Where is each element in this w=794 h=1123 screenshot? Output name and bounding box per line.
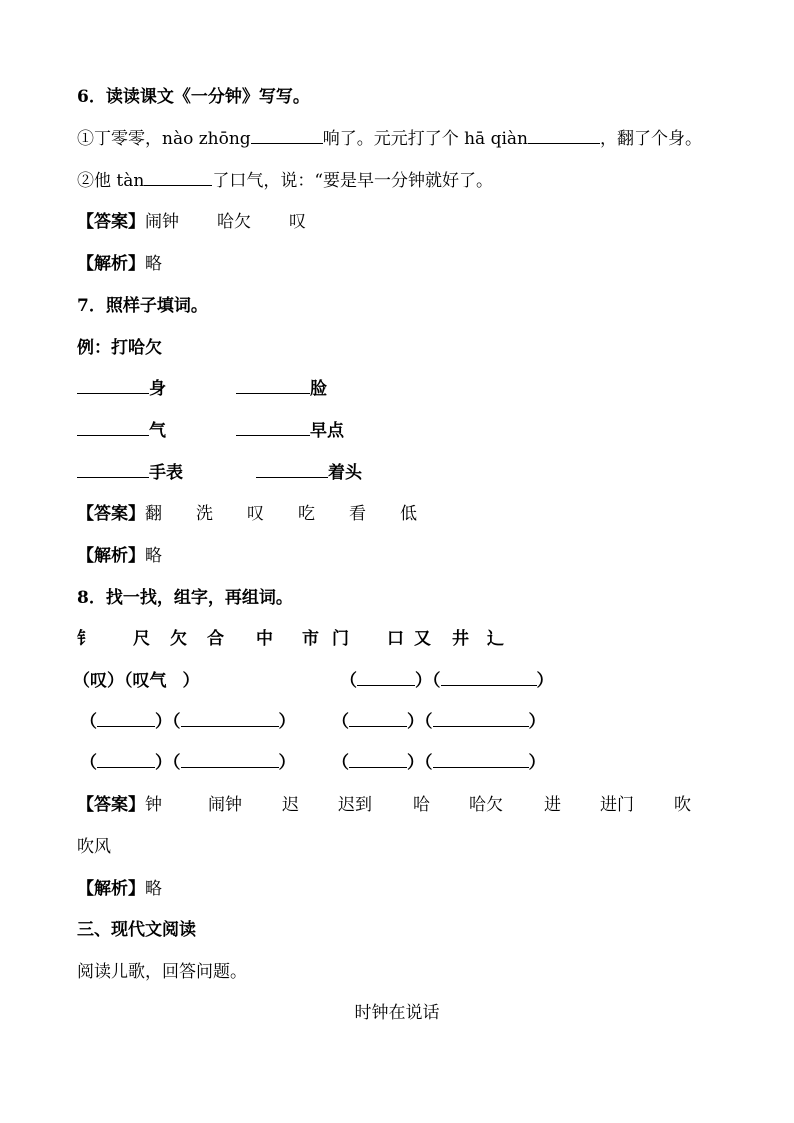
q8-blank-pair bbox=[80, 711, 296, 733]
q8-answer-item: 进门 bbox=[600, 795, 634, 815]
answer-label: 【答案】 bbox=[77, 212, 145, 232]
q8-part: 市 bbox=[302, 629, 319, 649]
q6-title: 6．读读课文《一分钟》写写。 bbox=[77, 87, 310, 107]
q7-answer-item: 低 bbox=[400, 504, 417, 524]
q8-char-blank[interactable] bbox=[97, 752, 155, 768]
q8-blank-pair bbox=[332, 752, 546, 774]
q8-part: 辶 bbox=[487, 629, 504, 649]
q8-part: 中 bbox=[256, 629, 273, 649]
q6-answer-2: 哈欠 bbox=[217, 212, 251, 232]
q8-char-blank[interactable] bbox=[97, 711, 155, 727]
paren-close: ） bbox=[528, 753, 546, 773]
q8-example-word: 叹气 bbox=[132, 671, 167, 691]
q7-word: 身 bbox=[149, 379, 166, 399]
paren-mid: ）（ bbox=[155, 712, 181, 732]
q7-analysis bbox=[77, 545, 162, 567]
q6-blank-2[interactable] bbox=[528, 128, 600, 144]
q8-blank-pair bbox=[80, 752, 296, 774]
q7-word: 早点 bbox=[310, 421, 344, 441]
q7-word: 手表 bbox=[149, 463, 183, 483]
q8-word-blank[interactable] bbox=[181, 752, 279, 768]
q6-answer-1: 闹钟 bbox=[145, 212, 179, 232]
q7-blank[interactable] bbox=[77, 420, 149, 436]
q8-char-blank[interactable] bbox=[357, 670, 415, 686]
paren-close: ） bbox=[536, 671, 554, 691]
q8-answer-item: 迟到 bbox=[338, 795, 372, 815]
q7-example: 例：打哈欠 bbox=[77, 338, 162, 358]
q6-line2-part-a: ②他 tàn bbox=[77, 171, 145, 191]
q8-word-blank[interactable] bbox=[181, 711, 279, 727]
q6-answer-3: 叹 bbox=[289, 212, 306, 232]
q6-analysis bbox=[77, 253, 162, 275]
q8-example bbox=[73, 670, 200, 692]
q8-word-blank[interactable] bbox=[433, 711, 529, 727]
q7-answer-item: 洗 bbox=[196, 504, 213, 524]
q8-part: 口 bbox=[387, 629, 404, 649]
q8-part: 合 bbox=[207, 629, 224, 649]
q6-line1-part-a: ①丁零零，nào zhōng bbox=[77, 129, 251, 149]
paren-close: ） bbox=[182, 671, 200, 691]
poem-title: 时钟在说话 bbox=[354, 1003, 440, 1023]
q8-part: 又 bbox=[414, 629, 431, 649]
q8-part: 钅 bbox=[77, 629, 94, 649]
q7-analysis-text: 略 bbox=[145, 546, 162, 566]
analysis-label: 【解析】 bbox=[77, 254, 145, 274]
q8-part: 井 bbox=[452, 629, 469, 649]
paren-open: （ bbox=[73, 671, 90, 691]
paren-mid: ）（ bbox=[407, 753, 433, 773]
q8-blank-pair bbox=[332, 711, 546, 733]
paren-close: ） bbox=[278, 712, 296, 732]
answer-label: 【答案】 bbox=[77, 504, 145, 524]
q7-row2-item1 bbox=[77, 420, 166, 442]
q8-word-blank[interactable] bbox=[441, 670, 537, 686]
q7-blank[interactable] bbox=[77, 462, 149, 478]
q7-title: 7．照样子填词。 bbox=[77, 296, 208, 316]
paren-open: （ bbox=[332, 753, 349, 773]
q7-answer-item: 翻 bbox=[145, 504, 162, 524]
paren-close: ） bbox=[278, 753, 296, 773]
paren-open: （ bbox=[332, 712, 349, 732]
q8-answer-item: 进 bbox=[544, 795, 561, 815]
q8-analysis bbox=[77, 878, 162, 900]
q7-row1-item2 bbox=[236, 378, 327, 400]
q8-part: 欠 bbox=[170, 629, 187, 649]
q8-part: 尺 bbox=[133, 629, 150, 649]
q8-char-blank[interactable] bbox=[349, 752, 407, 768]
q6-line1-part-c: ，翻了个身。 bbox=[600, 129, 702, 149]
paren-mid: ）（ bbox=[107, 671, 133, 691]
q8-analysis-text: 略 bbox=[145, 879, 162, 899]
q6-analysis-text: 略 bbox=[145, 254, 162, 274]
q7-row3-item2 bbox=[256, 462, 362, 484]
section-instruction: 阅读儿歌，回答问题。 bbox=[77, 962, 247, 982]
q7-answer-item: 看 bbox=[349, 504, 366, 524]
q8-char-blank[interactable] bbox=[349, 711, 407, 727]
q8-answer-item: 闹钟 bbox=[208, 795, 242, 815]
q7-word: 着头 bbox=[328, 463, 362, 483]
q7-answer-item: 吃 bbox=[298, 504, 315, 524]
q8-answer-item: 哈欠 bbox=[469, 795, 503, 815]
q8-part: 门 bbox=[332, 629, 349, 649]
paren-open: （ bbox=[80, 753, 97, 773]
paren-open: （ bbox=[80, 712, 97, 732]
q6-line1-part-b: 响了。元元打了个 hā qiàn bbox=[322, 129, 528, 149]
q8-answer-item: 钟 bbox=[145, 795, 162, 815]
paren-mid: ）（ bbox=[155, 753, 181, 773]
q7-row3-item1 bbox=[77, 462, 183, 484]
q7-blank[interactable] bbox=[256, 462, 328, 478]
q6-blank-1[interactable] bbox=[251, 128, 323, 144]
q8-answer-item: 吹 bbox=[674, 795, 691, 815]
q6-blank-3[interactable] bbox=[144, 170, 212, 186]
q6-line1 bbox=[77, 128, 702, 150]
q8-answer-item: 哈 bbox=[413, 795, 430, 815]
q8-blank-pair bbox=[340, 670, 554, 692]
q6-line2-part-b: 了口气，说：“要是早一分钟就好了。 bbox=[212, 171, 494, 191]
paren-mid: ）（ bbox=[407, 712, 433, 732]
analysis-label: 【解析】 bbox=[77, 879, 145, 899]
q8-answer bbox=[77, 794, 162, 816]
analysis-label: 【解析】 bbox=[77, 546, 145, 566]
q7-word: 脸 bbox=[310, 379, 327, 399]
q8-title: 8．找一找，组字，再组词。 bbox=[77, 588, 293, 608]
paren-close: ） bbox=[528, 712, 546, 732]
q7-row2-item2 bbox=[236, 420, 344, 442]
q7-row1-item1 bbox=[77, 378, 166, 400]
q7-answer bbox=[77, 503, 417, 525]
q7-blank[interactable] bbox=[236, 420, 310, 436]
q7-answer-item: 叹 bbox=[247, 504, 264, 524]
q7-blank[interactable] bbox=[236, 378, 310, 394]
paren-mid: ）（ bbox=[415, 671, 441, 691]
paren-open: （ bbox=[340, 671, 357, 691]
q8-word-blank[interactable] bbox=[433, 752, 529, 768]
answer-label: 【答案】 bbox=[77, 795, 145, 815]
q8-answer-continued: 吹风 bbox=[77, 837, 111, 857]
q7-blank[interactable] bbox=[77, 378, 149, 394]
q6-line2 bbox=[77, 170, 493, 192]
q6-answer bbox=[77, 211, 306, 233]
q7-word: 气 bbox=[149, 421, 166, 441]
section-heading: 三、现代文阅读 bbox=[77, 920, 196, 940]
q8-answer-item: 迟 bbox=[282, 795, 299, 815]
q8-example-char: 叹 bbox=[90, 671, 107, 691]
